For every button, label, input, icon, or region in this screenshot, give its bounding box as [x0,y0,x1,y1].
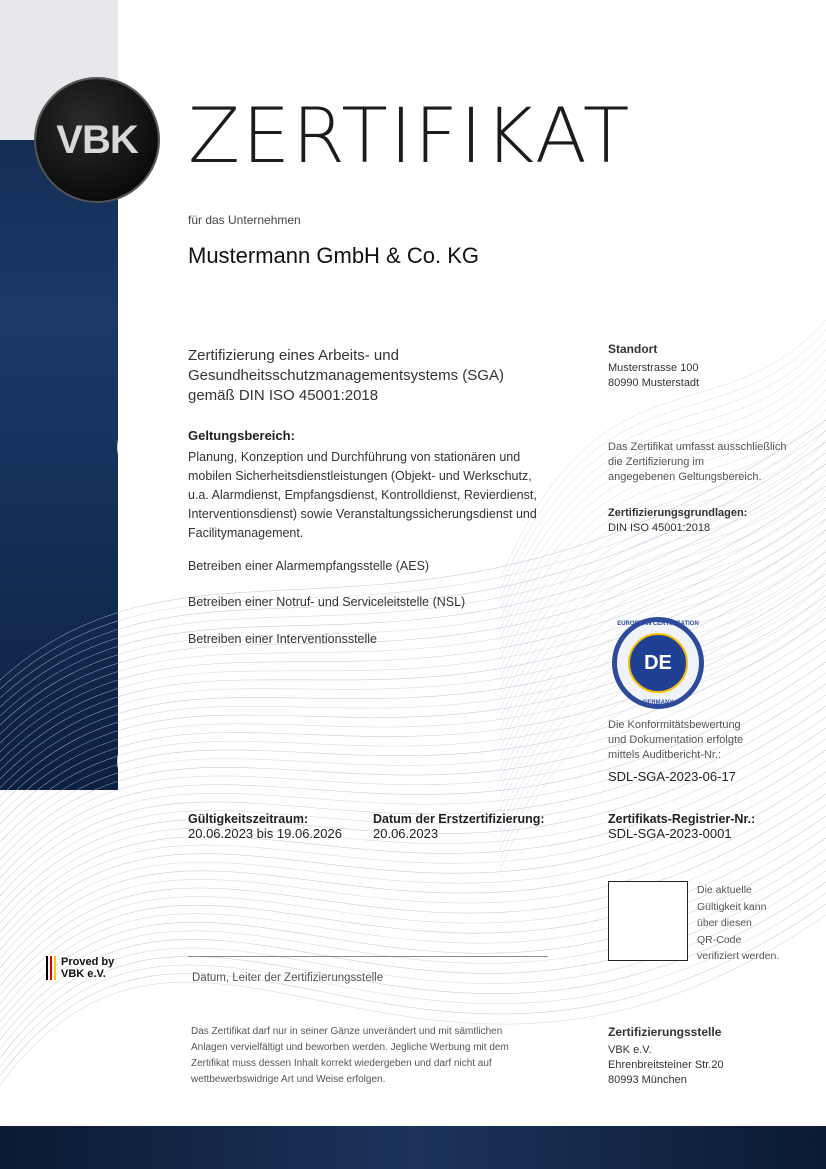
proved-by-badge [46,956,114,980]
disclaimer-line: Anlagen vervielfältigt und beworben werden. Jegliche Werbung mit dem [191,1042,509,1053]
cert-type-line: Gesundheitsschutzmanagementsystems (SGA) [188,367,504,384]
seal-center [628,633,688,693]
qr-note-line: Die aktuelle [697,884,752,896]
proved-by-text [61,956,114,980]
company-name: Mustermann GmbH & Co. KG [188,243,479,268]
certification-seal [612,617,704,709]
registry-label: Zertifikats-Registrier-Nr.: [608,812,756,826]
first-cert-value: 20.06.2023 [373,826,439,841]
scope-note-line: angegebenen Geltungsbereich. [608,471,762,483]
scope-line: u.a. Alarmdienst, Empfangsdienst, Kontrolldienst, Revierdienst, [188,488,537,502]
scope-line: Planung, Konzeption und Durchführung von stationären und [188,450,521,464]
qr-note-line: QR-Code [697,933,742,946]
seal-ring-top: EUROPEAN CERTIFICATION [617,621,699,627]
qr-note-line: über diesen [697,917,752,929]
scope-line: Facilitymanagement. [188,526,304,540]
seal-country: DE [644,651,672,674]
qr-note-line: verifiziert werden. [697,950,780,962]
logo-text: VBK [56,117,138,162]
vbk-logo [36,79,158,201]
for-company-label: für das Unternehmen [188,213,301,227]
registry-block [608,812,755,841]
audit-note-line: Die Konformitätsbewertung [608,719,741,731]
cert-body-heading: Zertifizierungsstelle [608,1025,722,1039]
cert-body-city: 80993 München [608,1074,687,1086]
cert-body-street: Ehrenbreitsteiner Str.20 [608,1059,724,1071]
signature-label: Datum, Leiter der Zertifizierungsstelle [192,972,384,984]
proved-line: VBK e.V. [61,968,106,980]
basis-heading: Zertifizierungsgrundlagen: [608,507,748,519]
audit-note [608,718,743,763]
disclaimer-line: Zertifikat muss dessen Inhalt korrekt wiedergeben und darf nicht auf [191,1058,492,1069]
scope-note [608,440,787,485]
first-cert-label: Datum der Erstzertifizierung: [373,812,545,826]
audit-note-line: und Dokumentation erfolgte [608,734,744,746]
qr-code[interactable] [608,881,688,961]
disclaimer-line: Das Zertifikat darf nur in seiner Gänze unverändert und mit sämtlichen [191,1026,503,1037]
registry-value: SDL-SGA-2023-0001 [608,826,732,841]
vertical-certificate-word: CERTIFICATE [103,267,186,790]
disclaimer-line: wettbewerbswidrige Art und Weise erfolgen. [191,1074,386,1085]
seal-ring-bottom: GERMANY [642,700,674,706]
first-cert-block [373,812,545,841]
cert-body-block [608,1025,724,1088]
basis-value: DIN ISO 45001:2018 [608,522,711,534]
scope-note-line: Das Zertifikat umfasst ausschließlich [608,441,787,453]
proved-line: Proved by [61,956,115,968]
validity-block [188,812,342,841]
page-title: ZERTIFIKAT [188,91,632,180]
audit-number: SDL-SGA-2023-06-17 [608,769,736,784]
audit-note-line: mittels Auditbericht-Nr.: [608,749,722,761]
qr-note-line: Gültigkeit kann [697,900,767,913]
validity-label: Gültigkeitszeitraum: [188,812,309,826]
german-flag-icon [46,956,56,980]
scope-text [188,448,573,543]
cert-type-line: gemäß DIN ISO 45001:2018 [188,387,379,404]
certification-type [188,346,568,406]
basis-block [608,506,747,536]
scope-line: mobilen Sicherheitsdienstleistungen (Objekt- und Werkschutz, [188,469,532,483]
bottom-bar [0,1126,826,1169]
location-block [608,342,699,391]
scope-note-line: die Zertifizierung im [608,456,704,468]
qr-note [697,882,779,965]
location-heading: Standort [608,342,658,356]
validity-value: 20.06.2023 bis 19.06.2026 [188,826,342,841]
signature-line [188,956,548,957]
cert-body-name: VBK e.V. [608,1044,652,1056]
operation-aes: Betreiben einer Alarmempfangsstelle (AES) [188,559,430,573]
location-city: 80990 Musterstadt [608,377,700,389]
operation-intervention: Betreiben einer Interventionsstelle [188,632,378,646]
location-street: Musterstrasse 100 [608,362,699,374]
operation-nsl: Betreiben einer Notruf- und Serviceleitstelle (NSL) [188,595,466,609]
scope-heading: Geltungsbereich: [188,428,295,443]
cert-type-line: Zertifizierung eines Arbeits- und [188,347,399,364]
disclaimer [191,1024,509,1088]
scope-line: Interventionsdienst) sowie Veranstaltungssicherungsdienst und [188,507,537,521]
